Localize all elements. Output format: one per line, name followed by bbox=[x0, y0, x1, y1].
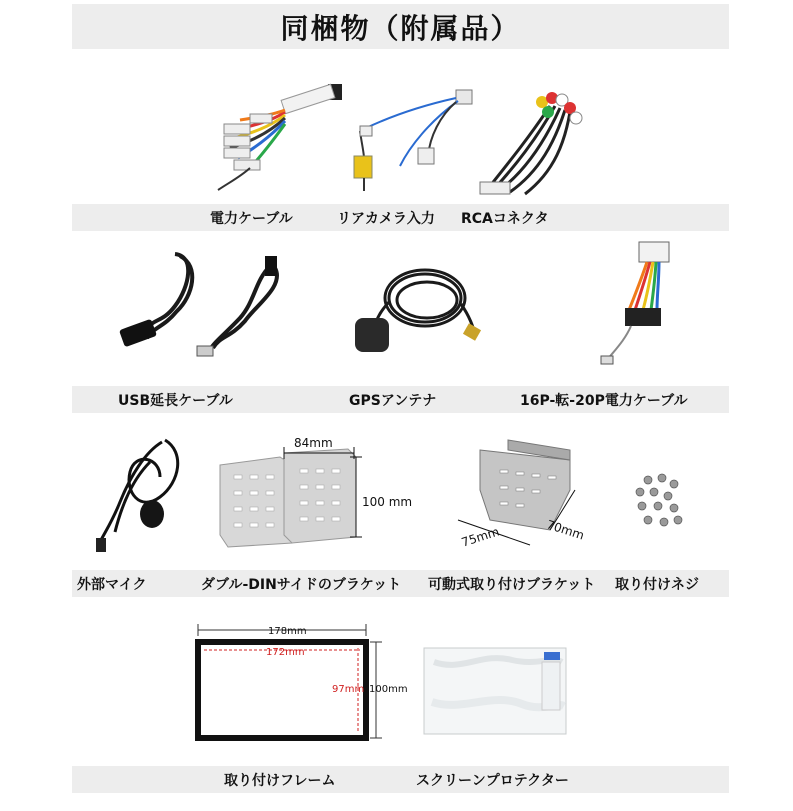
caption-movable-bracket: 可動式取り付けブラケット bbox=[428, 577, 596, 593]
gps-antenna-image bbox=[345, 262, 495, 362]
caption-external-mic: 外部マイク bbox=[77, 577, 147, 593]
bracket-width-label: 84mm bbox=[294, 436, 333, 450]
frame-inner-height-label: 97mm bbox=[332, 684, 365, 695]
frame-inner-width-label: 172mm bbox=[266, 647, 305, 658]
caption-16p-20p-cable: 16P-転-20P電力ケーブル bbox=[520, 393, 688, 409]
double-din-side-bracket-image bbox=[214, 435, 424, 550]
frame-outer-height-label: 100mm bbox=[369, 684, 408, 695]
mounting-screws-image bbox=[628, 470, 688, 535]
mounting-frame-image bbox=[190, 620, 410, 746]
16p-to-20p-power-cable-image bbox=[595, 240, 685, 370]
row4-caption-band bbox=[72, 766, 729, 793]
caption-double-din-bracket: ダブル-DINサイドのブラケット bbox=[201, 577, 402, 593]
usb-extension-cable-image bbox=[105, 246, 295, 366]
movable-bracket-a-label: 75mm bbox=[459, 524, 501, 550]
caption-gps-antenna: GPSアンテナ bbox=[349, 393, 437, 409]
caption-power-cable: 電力ケーブル bbox=[210, 211, 293, 227]
external-microphone-image bbox=[90, 432, 190, 557]
screen-protector-image bbox=[422, 642, 570, 738]
caption-mounting-screws: 取り付けネジ bbox=[615, 577, 699, 593]
frame-outer-width-label: 178mm bbox=[268, 626, 307, 637]
caption-screen-protector: スクリーンプロテクター bbox=[416, 773, 569, 789]
page-title: 同梱物（附属品） bbox=[280, 11, 521, 45]
movable-bracket-b-label: 70mm bbox=[544, 517, 586, 543]
caption-mounting-frame: 取り付けフレーム bbox=[224, 773, 336, 789]
rear-camera-input-image bbox=[340, 86, 480, 196]
title-band bbox=[72, 4, 729, 49]
bracket-height-label: 100 mm bbox=[362, 495, 413, 509]
caption-rca-connector: RCAコネクタ bbox=[461, 211, 549, 227]
rca-connector-image bbox=[470, 86, 590, 201]
caption-usb-extension: USB延長ケーブル bbox=[118, 393, 233, 409]
power-cable-image bbox=[210, 82, 350, 197]
caption-rear-camera-input: リアカメラ入力 bbox=[337, 211, 435, 227]
